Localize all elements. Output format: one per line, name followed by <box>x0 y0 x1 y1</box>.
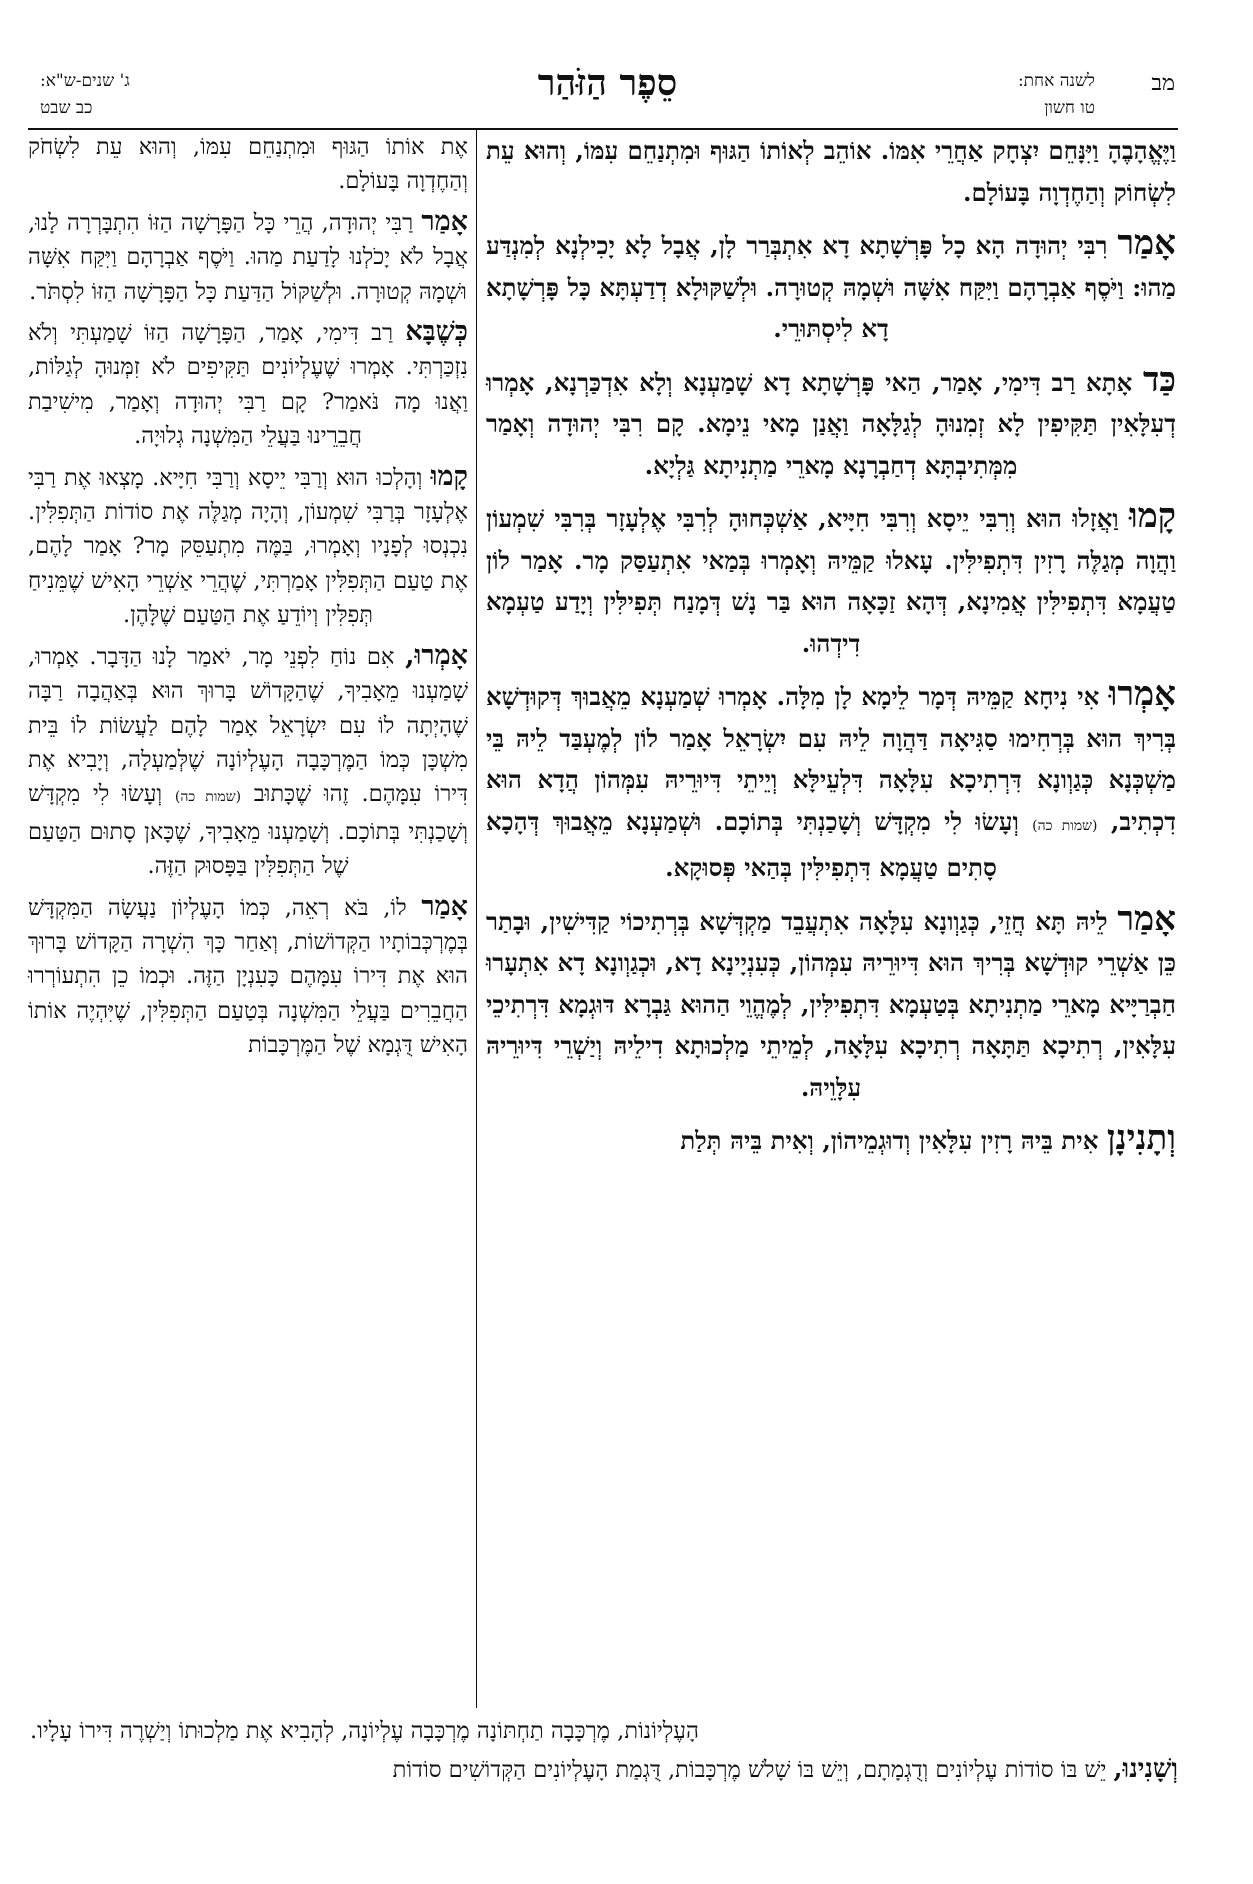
main-p4-text: וַאֲזָלוּ הוּא וְרִבִּי יֵיסָא וְרִבִּי חִיָּיא, אַשְׁכְּחוּהָ לְרִבִּי אֶלְעָזָר בְּרִבִּי שִׁמְעוֹן וַהֲוָה מְגַלֶּה רָזִין דִּתְפִילִּין. עָאלוּ קַמֵּיהּ וְאָמְרוּ בְּמַאי אִתְעַסַּק מָר. אָמַר לוֹן טַעֲמָא דִּתְפִילִּין אֲמִינָא, דְּהָא זַכָּאָה הוּא בַּר נָשׁ דְּמָנַח תְּפִילִּין וְיָדַע טַעְמָא דִידְהוּ. <box>486 504 1176 658</box>
main-p6-lead: אָמַר <box>1117 898 1176 939</box>
main-paragraph-3 <box>486 360 1176 487</box>
main-p3-lead: כַּד <box>1143 359 1176 400</box>
hebrew-translation-column <box>28 130 468 1710</box>
main-p1-text: וַיֶּאֱהָבֶהָ וַיִּנָּחֵם יִצְחָק אַחֲרֵי אִמּוֹ. אוֹהֵב לְאוֹתוֹ הַגּוּף וּמִתְנַחֵם עִמּוֹ, וְהוּא עֵת לִשְׂחוֹק וְהַחֶדְוָה בָּעוֹלָם. <box>486 136 1176 207</box>
side-p5-text-a: אִם נוֹחַ לִפְנֵי מָר, יֹאמַר לָנוּ הַדָּבָר. אָמְרוּ, שָׁמַעְנוּ מֵאָבִיךָ, שֶׁהַקָּדוֹשׁ בָּרוּךְ הוּא בְּאַהֲבָה רַבָּה שֶׁהָיְתָה לוֹ עִם יִשְׂרָאֵל אָמַר לָהֶם לַעֲשׂוֹת לוֹ בֵּית מִשְׁכָּן כְּמוֹ הַמֶּרְכָּבָה הָעֶלְיוֹנָה שֶׁלְּמַעְלָה, וְיָבִיא אֶת דִּירוֹ עִמָּהֶם. זֶהוּ שֶׁכָּתוּב <box>28 643 468 808</box>
bottom-p2-text: יֵשׁ בּוֹ סוֹדוֹת עֶלְיוֹנִים וְדֻגְמָתָם, וְיֵשׁ בּוֹ שָׁלֹשׁ מֶרְכָּבוֹת, דֻּגְמַת הָעֶלְיוֹנִים הַקְּדוֹשִׁים סוֹדוֹת <box>392 1757 1114 1783</box>
main-paragraph-4 <box>486 496 1176 664</box>
bottom-continuation <box>30 1712 1178 1789</box>
aramaic-column <box>486 130 1176 1710</box>
side-paragraph-4 <box>28 460 468 633</box>
header-left-dates <box>40 68 130 122</box>
main-p5-text-a: אִי נִיחָא קַמֵּיהּ דְּמָר לֵימָא לָן מִלָּה. אָמְרוּ שְׁמַעְנָא מֵאֲבוּךְ דְּקוּדְשָׁא בְּרִיךְ הוּא בְּרְחִימוּ סַגִּיאָה דַּהֲוָה לֵיהּ עִם יִשְׂרָאֵל אָמַר לוֹן לְמֶעְבַּד לֵיהּ בֵּי מַשְׁכְּנָא כְּגַוְונָא דִּרְתִיכָא עִלָּאָה דִּלְעֵילָּא וְיֵיתֵי דִּיוּרֵיהּ עִמְּהוֹן הֲדָא הוּא דִכְתִיב, <box>486 682 1176 836</box>
header-left-line1: ג' שנים-ש"א: <box>40 71 130 91</box>
side-p1-text: אֶת אוֹתוֹ הַגּוּף וּמִתְנַחֵם עִמּוֹ, וְהוּא עֵת לִשְׂחֹק וְהַחֶדְוָה בָּעוֹלָם. <box>28 134 468 195</box>
side-p2-lead: אָמַר <box>421 205 468 237</box>
side-p3-text: רַב דִּימִי, אָמַר, הַפָּרָשָׁה הַזּוֹ שָׁמַעְתִּי וְלֹא נִזְכַּרְתִּי. אָמְרוּ שֶׁעֶלְיוֹנִים תַּקִּיפִים לֹא זִמְּנוּהָ לְגַלּוֹת, וַאֲנוּ מָה נֹּאמַר? קָם רַבִּי יְהוּדָה וְאָמַר, מִישִׁיבַת חֲבֵרֵינוּ בַּעֲלֵי הַמִּשְׁנָה גְלוּיָה. <box>28 320 468 450</box>
side-paragraph-3 <box>28 315 468 454</box>
main-paragraph-6 <box>486 899 1176 1109</box>
side-paragraph-1 <box>28 130 468 199</box>
main-paragraph-1 <box>486 130 1176 213</box>
main-p6-text: לֵיהּ תָּא חֲזֵי, כְּגַוְונָא עִלָּאָה אִתְעֲבֵד מַקְדְּשָׁא בְּרְתִיכוֹי קַדִּישִׁין, וּבָתַר כֵּן אַשְׁרֵי קוּדְשָׁא בְּרִיךְ הוּא דִּיוּרֵיהּ עִמְּהוֹן, כְּעִנְיָינָא דָא, וּכְגַוְונָא דָא אִתְעָרוּ חַבְרַיָּיא מָארֵי מַתְנִיתָא בְּטַעְמָא דִּתְפִילִּין, לְמֶהֱוֵי הַהוּא גַּבְרָא דּוּגְמָא דִּרְתִיכֵי עִלָּאִין, רְתִיכָא תַּתָּאָה רְתִיכָא עִלָּאָה, לְמֵיתֵי מַלְכוּתָא דִילֵיהּ וְיַשְׁרֵי דִּיוּרֵיהּ עִלָּוֵיהּ. <box>486 906 1176 1102</box>
side-p4-text: וְהָלְכוּ הוּא וְרַבִּי יֵיסָא וְרַבִּי חִיָּיא. מָצְאוּ אֶת רַבִּי אֶלְעָזָר בְּרַבִּי שִׁמְעוֹן, וְהָיָה מְגַלֶּה אֶת סוֹדוֹת הַתְּפִלִּין. נִכְנְסוּ לְפָנָיו וְאָמְרוּ, בַּמֶּה מִתְעַסֵּק מָר? אָמַר לָהֶם, אֶת טַעַם הַתְּפִלִּין אָמַרְתִּי, שֶׁהֲרֵי אַשְׁרֵי הָאִישׁ שֶׁמֵּנִיחַ תְּפִלִּין וְיוֹדֵעַ אֶת הַטַּעַם שֶׁלָּהֶן. <box>28 464 468 629</box>
side-p6-text: לוֹ, בֹּא רְאֵה, כְּמוֹ הָעֶלְיוֹן נַעֲשָׂה הַמִּקְדָּשׁ בְּמֶרְכְּבוֹתָיו הַקְּדוֹשׁוֹת, וְאַחַר כָּךְ הִשְׁרָה הַקָּדוֹשׁ בָּרוּךְ הוּא אֶת דִּירוֹ עִמָּהֶם כָּעִנְיָן הַזֶּה. וּכְמוֹ כֵן הִתְעוֹרְרוּ הַחֲבֵרִים בַּעֲלֵי הַמִּשְׁנָה בְּטַעַם הַתְּפִלִּין, שֶׁיִּהְיֶה אוֹתוֹ הָאִישׁ דֻּגְמָא שֶׁל הַמֶּרְכָּבוֹת <box>28 894 468 1059</box>
side-paragraph-6 <box>28 890 468 1063</box>
book-title: סֵפֶר הַזֹּהַר <box>537 62 678 104</box>
column-divider <box>476 130 477 1708</box>
side-p5-text-b: וְעָשׂוּ לִי מִקְדָּשׁ וְשָׁכַנְתִּי בְּתוֹכָם. וְשָׁמַעְנוּ מֵאָבִיךָ, שֶׁכָּאן סָתוּם הַטַּעַם שֶׁל הַתְּפִלִּין בַּפָּסוּק הַזֶּה. <box>28 781 468 880</box>
side-p5-lead: אָמְרוּ, <box>405 639 468 671</box>
header-right-line2: טו חשון <box>1044 98 1095 118</box>
main-p7-text: אִית בֵּיהּ רָזִין עִלָּאִין וְדוּגְמֵיהוֹן, וְאִית בֵּיהּ תְּלַת <box>680 1126 1107 1155</box>
main-p2-lead: אָמַר <box>1117 223 1176 263</box>
side-p4-lead: קָמוּ <box>430 460 468 492</box>
main-paragraph-5 <box>486 674 1176 889</box>
main-p5-lead: אָמְרוּ <box>1108 674 1177 714</box>
header-left-line2: כב שבט <box>40 98 93 118</box>
side-p5-reference: (שמות כה) <box>174 789 242 806</box>
main-p5-text-b: וְעָשׂוּ לִי מִקְדָּשׁ וְשָׁכַנְתִּי בְּתוֹכָם. וּשְׁמַעְנָא מֵאֲבוּךְ דְּהָכָא סָתִים טַעֲמָא דִּתְפִילִּין בְּהַאי פְּסוּקָא. <box>486 806 1033 882</box>
page-header <box>40 64 1175 126</box>
bottom-paragraph-2 <box>30 1750 1178 1789</box>
side-paragraph-5 <box>28 639 468 884</box>
side-p6-lead: אָמַר <box>421 890 468 922</box>
main-p7-lead: וְתָנִינָן <box>1106 1118 1176 1158</box>
main-p2-text: רִבִּי יְהוּדָה הָא כָל פָּרְשָׁתָא דָא אִתְבְּרַר לָן, אֲבָל לָא יָכִילְנָא לְמִנְדַּע מַהוּ: וַיֹּסֶף אַבְרָהָם וַיִּקַּח אִשָּׁה וּשְׁמָהּ קְטוּרָה. וּלְשַׁקּוּלָא דְדַעְתָּא כָּל פָּרְשָׁתָא דָא לִיסְתּוּרֵי. <box>486 231 1176 343</box>
side-paragraph-2 <box>28 205 468 309</box>
main-p4-lead: קָמוּ <box>1128 496 1176 536</box>
bottom-p2-lead: וְשָׁנִינוּ, <box>1113 1754 1178 1784</box>
main-paragraph-7 <box>486 1118 1176 1162</box>
main-p3-text: אָתָא רַב דִּימִי, אָמַר, הַאי פָּרְשָׁתָא דָא שָׁמַעְנָא וְלָא אִדְכַּרְנָא, אָמְרוּ דְעִלָּאִין תַּקִּיפִין לָא זְמִנוּהָ לְגַלָּאָה וַאֲנַן מָאי נֵימָא. קָם רִבִּי יְהוּדָה וְאָמַר מִמְּתִיבְתָּא דְחַבְרָנָא מָארֵי מַתְנִיתָא גַּלְיָא. <box>486 367 1176 480</box>
header-right-line1: לשנה אחת: <box>1017 71 1095 91</box>
page-number: מב <box>1151 71 1175 96</box>
side-p3-lead: כְּשֶׁבָּא <box>405 316 468 348</box>
main-paragraph-2 <box>486 223 1176 350</box>
main-p5-reference: (שמות כה) <box>1032 817 1098 834</box>
side-p2-text: רַבִּי יְהוּדָה, הֲרֵי כָּל הַפָּרָשָׁה הַזּוֹ הִתְבָּרְרָה לָנוּ, אֲבָל לֹא יָכֹלְנוּ לָדַעַת מַהוּ. וַיֹּסֶף אַבְרָהָם וַיִּקַּח אִשָּׁה וּשְׁמָהּ קְטוּרָה. וּלְשַׁקּוֹל הַדַּעַת כָּל הַפָּרָשָׁה הַזּוֹ לִסְתֹּר. <box>28 209 468 305</box>
bottom-line-1 <box>30 1712 1178 1750</box>
bottom-line1-text: הָעֶלְיוֹנוֹת, מֶרְכָּבָה תַחְתּוֹנָה מֶרְכָּבָה עֶלְיוֹנָה, לְהָבִיא אֶת מַלְכוּתוֹ וְיַשְׁרֶה דִּירוֹ עָלָיו. <box>30 1718 699 1744</box>
